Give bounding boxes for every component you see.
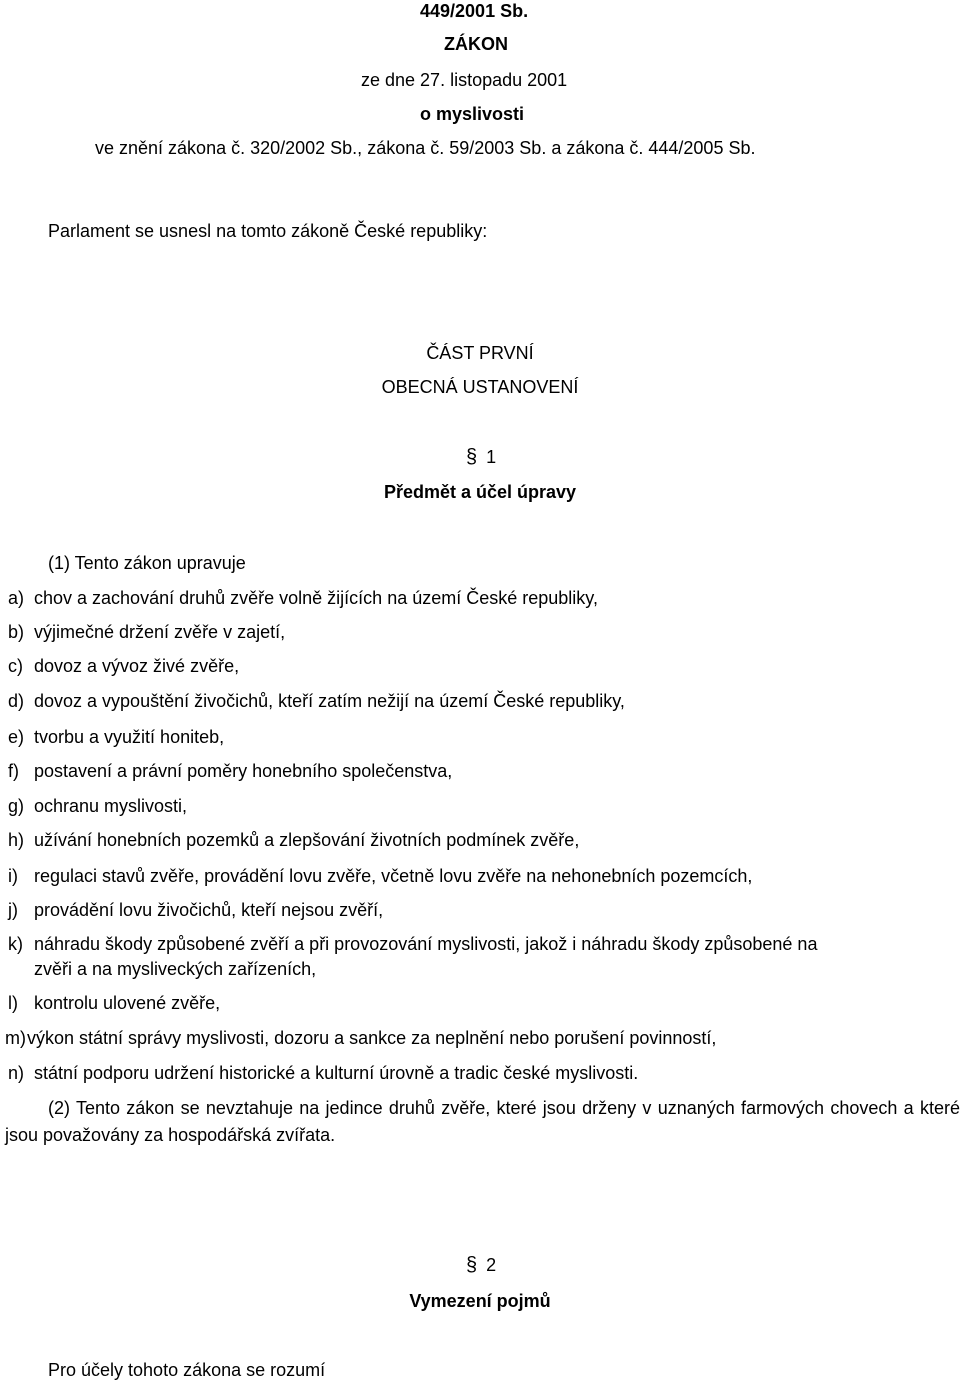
item-letter: d) [8,691,25,711]
item-letter: n) [8,1063,25,1083]
item-text: provádění lovu živočichů, kteří nejsou zvěří, [34,900,384,920]
part-title: OBECNÁ USTANOVENÍ [381,377,579,397]
section-1-title: Předmět a účel úpravy [383,482,577,502]
section-1-number: 1 [486,447,497,467]
item-text: regulaci stavů zvěře, provádění lovu zvěře, včetně lovu zvěře na nehonebních pozemcích, [34,866,753,886]
item-text: kontrolu ulovené zvěře, [34,993,221,1013]
item-text: dovoz a vývoz živé zvěře, [34,656,240,676]
preamble: Parlament se usnesl na tomto zákoně České republiky: [48,221,488,241]
section-sign: § [466,1254,478,1276]
para-2: (2) Tento zákon se nevztahuje na jedince druhů zvěře, které jsou drženy v uznaných farmových chovech a které jsou považovány za hospodářská zvířata. [5,1098,960,1145]
item-letter: k) [8,934,23,954]
list-item [0,587,960,611]
list-item [0,655,960,679]
list-item [0,992,960,1016]
item-text: státní podporu udržení historické a kulturní úrovně a tradic české myslivosti. [34,1063,639,1083]
list-item [0,690,960,714]
section-1-heading [466,446,496,468]
item-text: náhradu škody způsobené zvěří a při provozování myslivosti, jakož i náhradu škody způsobené na [34,934,818,954]
item-text: ochranu myslivosti, [34,796,188,816]
list-item [0,865,960,889]
law-date: ze dne 27. listopadu 2001 [361,70,568,90]
item-text: užívání honebních pozemků a zlepšování životních podmínek zvěře, [34,830,580,850]
list-item [0,1062,960,1086]
list-item [0,1027,960,1051]
item-letter: i) [8,866,18,886]
section-2-intro: Pro účely tohoto zákona se rozumí [48,1360,326,1380]
item-letter: e) [8,727,25,747]
list-item [0,726,960,750]
item-letter: c) [8,656,23,676]
section-2-heading [466,1254,496,1276]
list-item [0,829,960,853]
item-text-continuation: zvěři a na mysliveckých zařízeních, [34,959,317,979]
para-1-intro: (1) Tento zákon upravuje [48,553,246,573]
law-amendments: ve znění zákona č. 320/2002 Sb., zákona č. 59/2003 Sb. a zákona č. 444/2005 Sb. [95,138,756,158]
section-2-number: 2 [486,1255,497,1275]
item-text: postavení a právní poměry honebního společenstva, [34,761,453,781]
item-text: výjimečné držení zvěře v zajetí, [34,622,286,642]
list-item [0,795,960,819]
item-letter: j) [8,900,18,920]
list-item [0,621,960,645]
item-text: výkon státní správy myslivosti, dozoru a sankce za neplnění nebo porušení povinností, [27,1028,717,1048]
item-text: tvorbu a využití honiteb, [34,727,225,747]
item-letter: f) [8,761,19,781]
item-text: dovoz a vypouštění živočichů, kteří zatím nežijí na území České republiky, [34,691,625,711]
list-item [0,933,960,983]
list-item [0,760,960,784]
law-kind: ZÁKON [444,34,508,54]
item-letter: l) [8,993,18,1013]
item-letter: g) [8,796,25,816]
list-item [0,899,960,923]
item-letter: a) [8,588,25,608]
law-number: 449/2001 Sb. [420,1,529,21]
part-number: ČÁST PRVNÍ [426,343,534,363]
item-letter: b) [8,622,25,642]
item-text: chov a zachování druhů zvěře volně žijících na území České republiky, [34,588,598,608]
law-subject: o myslivosti [420,104,525,124]
section-2-title: Vymezení pojmů [409,1291,551,1311]
item-letter: h) [8,830,25,850]
section-sign: § [466,446,478,468]
item-letter: m) [5,1028,26,1048]
